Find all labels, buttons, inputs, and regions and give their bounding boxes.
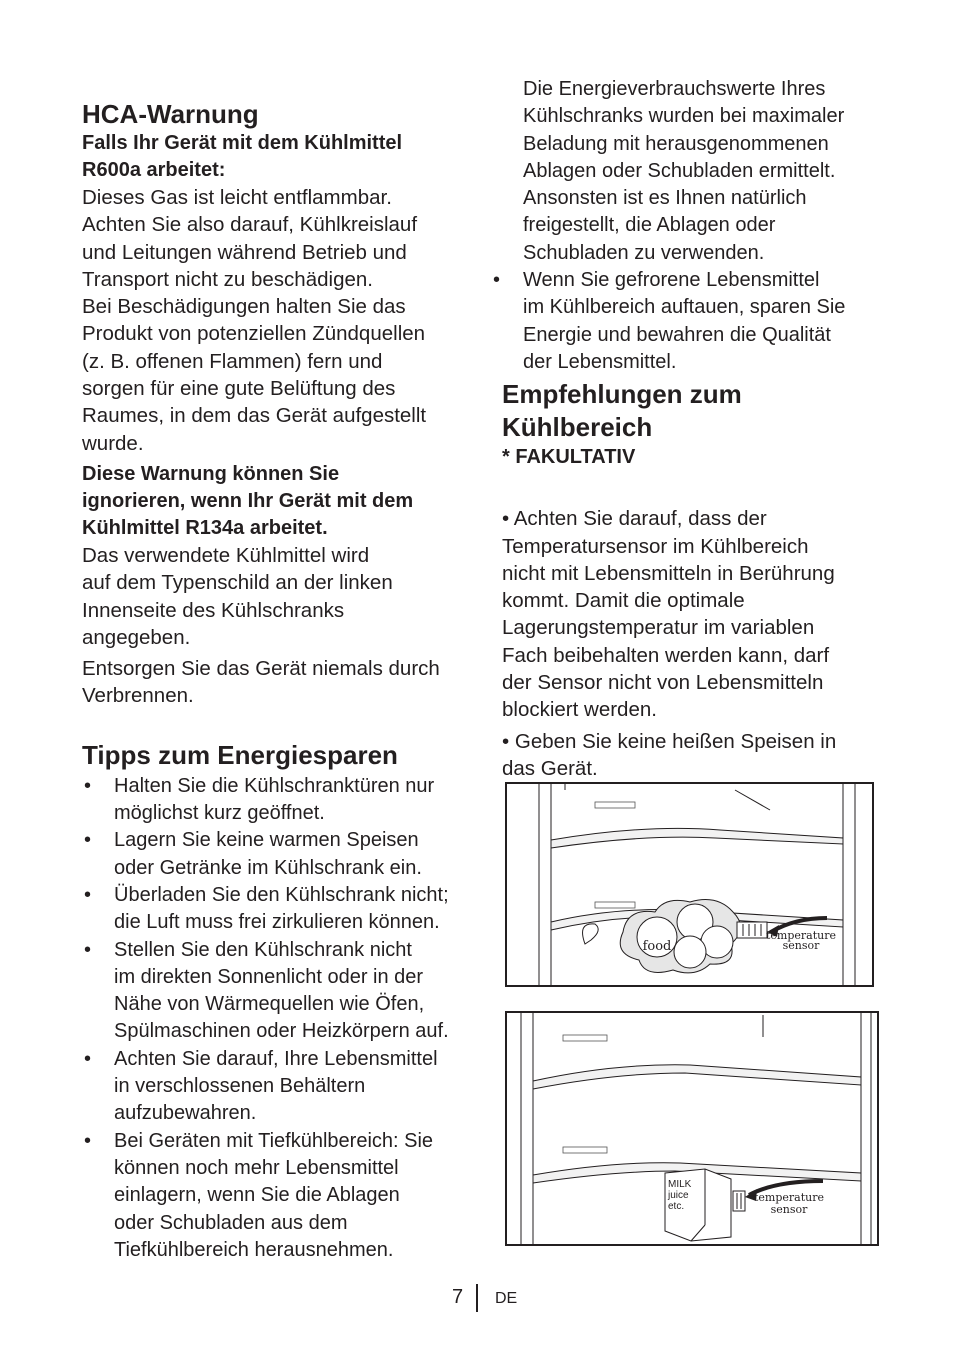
language-code: DE [495,1290,518,1307]
sensor-label: sensor [770,1203,808,1216]
hca-subheading: Falls Ihr Gerät mit dem Kühlmittel R600a arbeitet: [82,132,403,181]
temperature-sensor-icon [737,922,767,938]
list-item: • Wenn Sie gefrorene Lebensmittel im Kühlbereich auftauen, sparen Sie Energie und bewahren die Qualität der Lebensmittel. [491,267,872,376]
energy-tips-heading: Tipps zum Energiesparen [82,739,398,770]
optional-label: * FAKULTATIV [502,446,636,469]
etc-label: etc. [668,1201,685,1212]
hca-body-text: Dieses Gas ist leicht entflammbar. Achten Sie also darauf, Kühlkreislauf und Leitungen während Betrieb und Transport nicht zu beschädigen. Bei Beschädigungen halten Sie das Produkt von potenziellen Zündquellen (z. B. offenen Flammen) fern und sorgen für eine gute Belüftung des Raumes, in dem das Gerät aufgestellt wurde. [82,186,427,455]
sensor-label: sensor [782,939,820,952]
list-item: • Bei Geräten mit Tiefkühlbereich: Sie können noch mehr Lebensmittel einlagern, wenn Sie die Ablagen oder Schubladen aus dem Tiefkühlbereich herausnehmen. [82,1128,472,1264]
fridge-milk-sensor-illustration [505,1011,880,1247]
sensor-advice-text: • Achten Sie darauf, dass der Temperatursensor im Kühlbereich nicht mit Lebensmitteln in Berührung kommt. Damit die optimale Lagerungstemperatur im variablen Fach beibehalten werden kann, darf der Sensor nicht von Lebensmitteln blockiert werden. [502,507,835,722]
list-item: • Stellen Sie den Kühlschrank nicht im direkten Sonnenlicht oder in der Nähe von Wärmequellen wie Öfen, Spülmaschinen oder Heizkörpern auf. [82,937,472,1046]
disposal-text: Entsorgen Sie das Gerät niemals durch Verbrennen. [82,657,440,708]
warning-ignore-subheading: Diese Warnung können Sie ignorieren, wenn Ihr Gerät mit dem Kühlmittel R134a arbeitet. [82,462,414,539]
fridge-food-sensor-illustration [505,782,875,988]
temperature-label: temperature [753,1191,825,1204]
cooling-area-heading: Empfehlungen zum Kühlbereich [502,379,742,443]
thawing-tip-list [491,267,872,376]
refrigerant-label-text: Das verwendete Kühlmittel wird auf dem Typenschild an der linken Innenseite des Kühlschranks angegeben. [82,543,393,649]
page-number: 7 [452,1286,464,1308]
hca-warning-heading: HCA-Warnung [82,99,259,129]
energy-tips-list [82,773,472,1264]
hot-food-advice-text: • Geben Sie keine heißen Speisen in das Gerät. [502,729,837,780]
energy-values-text: Die Energieverbrauchswerte Ihres Kühlschranks wurden bei maximaler Beladung mit herausgenommenen Ablagen oder Schubladen ermittelt. Ansonsten ist es Ihnen natürlich freigestellt, die Ablagen oder Schubladen zu verwenden. [523,78,845,264]
temperature-sensor-icon [733,1191,745,1211]
right-column [502,76,872,782]
page-footer [0,1284,954,1314]
list-item: • Überladen Sie den Kühlschrank nicht; die Luft muss frei zirkulieren können. [82,882,472,937]
milk-label: MILK [668,1179,692,1190]
list-item: • Lagern Sie keine warmen Speisen oder Getränke im Kühlschrank ein. [82,827,472,882]
list-item: • Achten Sie darauf, Ihre Lebensmittel in verschlossenen Behältern aufzubewahren. [82,1046,472,1128]
juice-label: juice [668,1190,689,1201]
temperature-label: temperature [765,929,837,942]
footer-divider [476,1284,478,1312]
food-label: food [642,939,672,954]
left-column [82,98,472,1264]
list-item: • Halten Sie die Kühlschranktüren nur möglichst kurz geöffnet. [82,773,472,828]
